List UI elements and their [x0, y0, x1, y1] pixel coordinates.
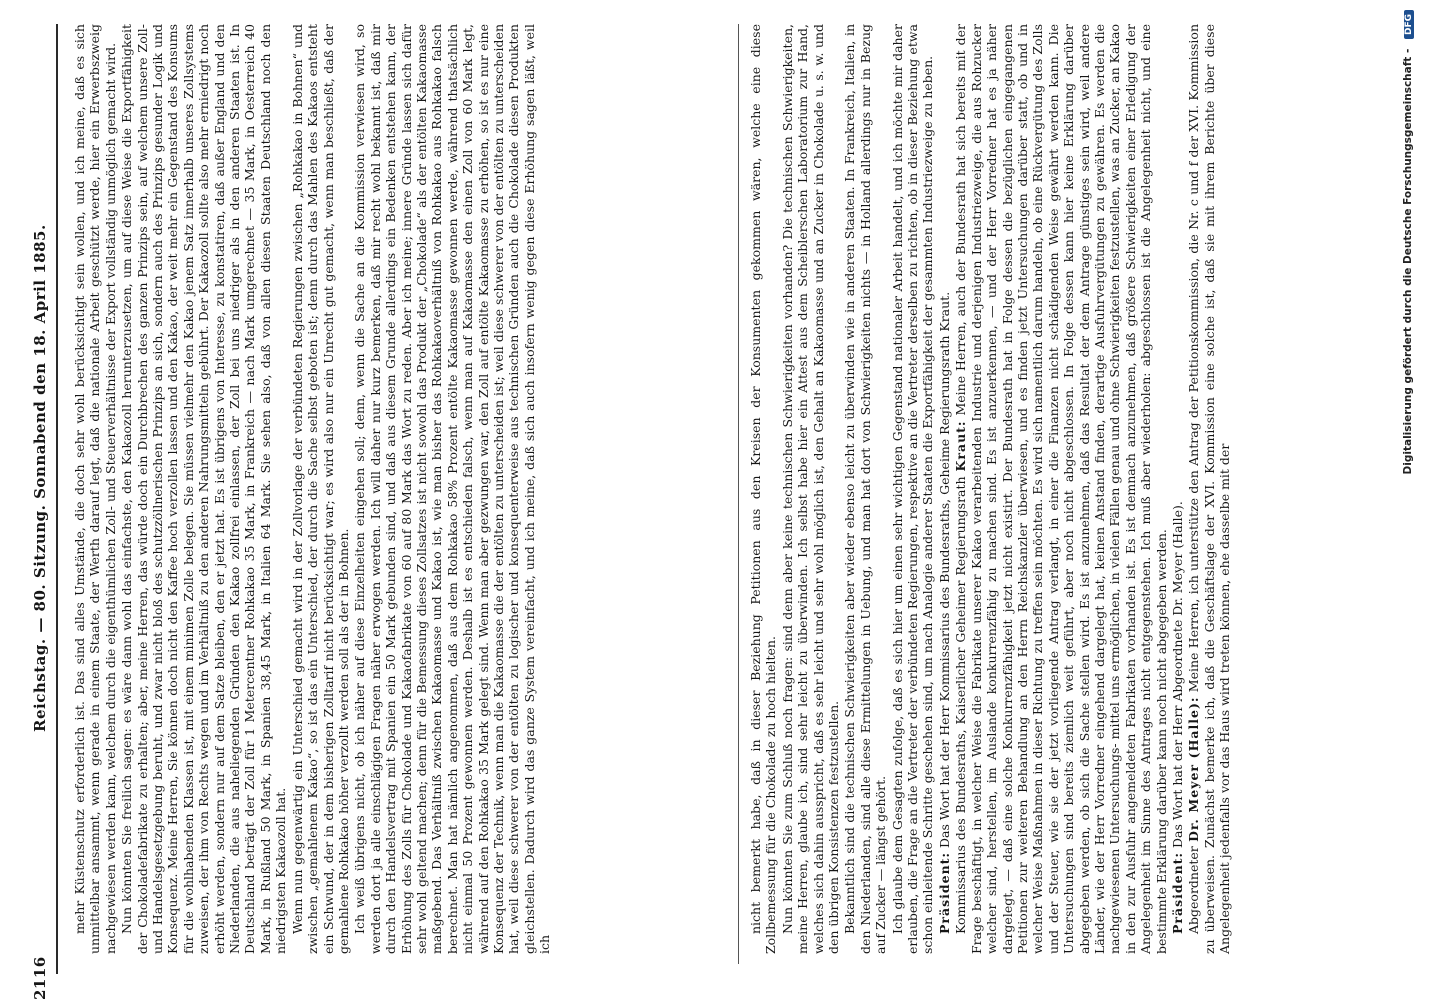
page-header-title: Reichstag. — 80. Sitzung. Sonnabend den 18. April 1885. [31, 224, 49, 732]
column-right-text [748, 24, 1234, 954]
paragraph: Wenn nun gegenwärtig ein Unterschied gemacht wird in der Zollvorlage der verbündeten Regierungen zwischen „Rohkakao in Bohnen“ und zwischen „gemahlenem Kakao“, so ist das ein Unterschied, der durch die Sache selbst geboten ist; denn durch das Mahlen des Kakaos entsteht ein Schwund, der in dem bisherigen Zolltarif nicht berücksichtigt war; es wird also nur ein Unrecht gut gemacht, wenn man beschließt, daß der gemahlene Rohkakao höher verzollt werden soll als der in Bohnen. [289, 24, 351, 954]
paragraph: mehr Küstenschutz erforderlich ist. Das sind alles Umstände, die doch sehr wohl berücksichtigt sein wollen, und ich meine, daß es sich unmittelbar ansammt, wenn gerade in einem Staate, der Werth darauf legt, daß die nationale Arbeit geschützt werde, hier ein Erwerbszweig nachgewiesen werden kann, welchem durch die eigenthümlichen Zoll- und Steuerverhältnisse der Export vollständig unmöglich gemacht wird. [72, 24, 118, 954]
text-column-left [72, 0, 730, 1000]
paragraph: Ich glaube dem Gesagten zufolge, daß es sich hier um einen sehr wichtigen Gegenstand nationaler Arbeit handelt, und ich möchte mir daher erlauben, die Frage an die Vertreter der verbündeten Regierungen, respektive an die Vertreter derselben zu richten, ob in dieser Beziehung etwa schon einleitende Schritte geschehen sind, um nach Analogie anderer Staaten die Exportfähigkeit der gesammten Industriezweige zu heben. [889, 24, 936, 954]
page-number: 2116 [31, 956, 49, 1000]
column-left-text [72, 24, 554, 954]
text-column-right [748, 0, 1388, 1000]
digitization-note [1396, 10, 1426, 990]
speaker-name: Kraut: [953, 420, 969, 472]
page-header [23, 0, 57, 1000]
paragraph: nicht bemerkt habe, daß in dieser Beziehung Petitionen aus den Kreisen der Konsumenten gekommen wären, welche eine diese Zollbemessung für die Chokolade zu hoch hielten. [748, 24, 779, 954]
speaker-name: Präsident: [1169, 851, 1185, 934]
speaker-name: Präsident: [936, 851, 952, 934]
header-rule [56, 24, 58, 974]
dfg-logo: DFG [1404, 10, 1414, 39]
column-divider [738, 24, 739, 964]
paragraph: Abgeordneter Dr. Meyer (Halle): Meine Herren, ich unterstütze den Antrag der Petitionskommission, die Nr. c und f der XVI. Kommission zu überweisen. Zunächst bemerke ich, daß die Geschäftslage der XVI. Kommission eine solche ist, daß sie mit ihrem Berichte über diese Angelegenheit jedenfalls vor das Haus wird treten können, ehe dasselbe mit der [1186, 23, 1233, 954]
digitization-credit: Digitalisierung gefördert durch die Deutsche Forschungsgemeinschaft - [1402, 48, 1414, 475]
speaker-name: Dr. Meyer (Halle): [1186, 696, 1202, 842]
paragraph: Präsident: Das Wort hat der Herr Abgeordnete Dr. Meyer (Halle). [1169, 501, 1185, 934]
paragraph: Präsident: Das Wort hat der Herr Kommissarius des Bundesraths, Geheime Regierungsrath Kraut. [936, 291, 952, 934]
paragraph: Bekanntlich sind die technischen Schwierigkeiten aber wieder ebenso leicht zu überwinden wie in anderen Staaten. In Frankreich, Italien, in den Niederlanden, sind alle diese Ermittelungen in Uebung, und man hat dort von Schwierigkeiten nichts — in Holland allerdings nur in Bezug auf Zucker — längst gehört. [842, 24, 889, 954]
paragraph: Kommissarius des Bundesraths, Kaiserlicher Geheimer Regierungsrath Kraut: Meine Herren, auch der Bundesrath hat sich bereits mit der Frage beschäftigt, in welcher Weise die Fabrikate unserer Kakao verarbeitenden Industrie und derjenigen Industriezweige, die aus Rohzucker welcher sind, herstellen, im Auslande konkurrenzfähig zu machen sind. Es ist anzuerkennen, — und der Herr Vorredner hat es ja näher dargelegt, — daß eine solche Konkurrenzfähigkeit jetzt nicht existirt. Der Bundesrath hat in Folge dessen die bezüglichen eingegangenen Petitionen zur weiteren Behandlung an den Herrn Reichskanzler überwiesen, und es finden jetzt Untersuchungen darüber statt, ob und in welcher Weise Maßnahmen in dieser Richtung zu treffen sein möchten. Es wird sich namentlich darum handeln, ob eine Rückvergütung des Zolls und der Steuer, wie sie der jetzt vorliegende Antrag verlangt, in einer die Finanzen nicht schädigenden Weise gewährt werden kann. Die Untersuchungen sind bereits ziemlich weit geführt, aber noch nicht abgeschlossen. In Folge dessen kann hier keine Erklärung darüber abgegeben werden, ob sich die Sache stellen wird. Es ist anzunehmen, daß das Resultat der dem Antrage günstiges sein wird, weil andere Länder, wie der Herr Vorredner eingehend dargelegt hat, keinen Anstand finden, derartige Ausfuhrvergütungen zu gewähren. Es werden die nachgewiesenen Untersuchungs- mittel uns ermöglichen, in vielen Fällen genau und ohne Schwierigkeiten festzustellen, was an Zucker, an Kakao in den zur Ausfuhr angemeldeten Fabrikaten vorhanden ist. Es ist demnach anzunehmen, daß größere Schwierigkeiten einer Erledigung der Angelegenheit im Sinne des Antrages nicht entgegenstehen. Ich muß aber wiederholen: abgeschlossen ist die Angelegenheit nicht, und eine bestimmte Erklärung darüber kann noch nicht abgegeben werden. [953, 24, 1169, 954]
paragraph: Nun könnten Sie freilich sagen: es wäre dann wohl das einfachste, den Kakaozoll herunterzusetzen, um auf diese Weise die Exportfähigkeit der Chokoladefabrikate zu erhalten; aber, meine Herren, das würde doch ein Durchbrechen des ganzen Prinzips sein, auf welchem unsere Zoll- und Handelsgesetzgebung beruht, und zwar nicht bloß des schutzzöllnerischen Prinzips an sich, sondern auch des Prinzips gesunder Logik und Konsequenz. Meine Herren, Sie können doch nicht den Kaffee hoch verzollen lassen und den Kakao, der weit mehr ein Gegenstand des Konsums für die wohlhabenden Klassen ist, mit einem minimen Zolle belegen. Sie müssen vielmehr den Kakao jenem Satz innerhalb unseres Zollsystems zuweisen, der ihm von Rechts wegen und im Verhältniß zu den anderen Nahrungsmitteln gebührt. Der Kakaozoll sollte also mehr erniedrigt noch erhöht werden, sondern nur auf dem Satze bleiben, den er jetzt hat. Es ist übrigens von Interesse, zu konstatiren, daß außer England und den Niederlanden, die aus naheliegenden Gründen den Kakao zollfrei einlassen, der Zoll bei uns niedriger als in den anderen Staaten ist. In Deutschland beträgt der Zoll für 1 Metercentner Rohkakao 35 Mark, in Frankreich — nach Mark umgerechnet — 35 Mark, in Oesterreich 40 Mark, in Rußland 50 Mark, in Spanien 38,45 Mark, in Italien 64 Mark. Sie sehen also, daß von allen diesen Staaten Deutschland noch den niedrigsten Kakaozoll hat. [119, 24, 289, 954]
paragraph: Ich weiß übrigens nicht, ob ich näher auf diese Einzelheiten eingehen soll; denn, wenn die Sache an die Kommission verwiesen wird, so werden dort ja alle einschlägigen Fragen näher erwogen werden. Ich will daher nur kurz bemerken, daß mir recht wohl bekannt ist, daß mir durch den Handelsvertrag mit Spanien ein 50 Mark gebunden sind, und daß aus diesem Grunde allerdings ein Bedenken entstehen kann, der Erhöhung des Zolls für Chokolade und Kakaofabrikate von 60 auf 80 Mark das Wort zu reden. Aber ich meine; innere Gründe lassen sich dafür sehr wohl geltend machen; denn für die Bemessung dieses Zollsatzes ist nicht sowohl das Produkt der „Chokolade“ als der entölten Kakaomasse maßgebend. Das Verhältniß zwischen Kakaomasse und Kakao ist, wie man bisher das Rohkakaoverhältniß von Rohkakao aus Rohkakao falsch berechnet. Man hat nämlich angenommen, daß aus dem Rohkakao 58% Prozent entölte Kakaomasse gewonnen werde, während thatsächlich nicht einmal 50 Prozent gewonnen werden. Deshalb ist es entschieden falsch, wenn man auf Kakaomasse den einen Zoll von 60 Mark legt, während auf den Rohkakao 35 Mark gelegt sind. Wenn man aber gezwungen war, den Zoll auf entölte Kakaomasse zu erhöhen, so ist es nur eine Konsequenz der Technik, wenn man die Kakaomasse die der entölten zu unterscheiden ist; weil diese schwerer von der entölten zu unterscheiden hat, weil diese schwerer von der entölten zu logischer und konsequenterweise aus technischen Gründen auch die Chokolade diesen Produkten gleichstellen. Dadurch wird das ganze System vereinfacht, und ich meine, daß sich auch insofern wenig gegen diese Erhöhung sagen läßt, weil ich [352, 24, 553, 954]
paragraph: Nun könnten Sie zum Schluß noch fragen: sind denn aber keine technischen Schwierigkeiten vorhanden? Die technischen Schwierigkeiten, meine Herren, glaube ich, sind sehr leicht zu überwinden. Ich selbst habe hier ein Attest aus dem Scheiblerschen Laboratorium zur Hand, welches sich dahin ausspricht, daß es sehr leicht und sehr wohl möglich ist, den Gehalt an Kakaomasse und an Zucker in Chokolade u. s. w. und den übrigen Konsistenzen festzustellen. [779, 24, 842, 954]
